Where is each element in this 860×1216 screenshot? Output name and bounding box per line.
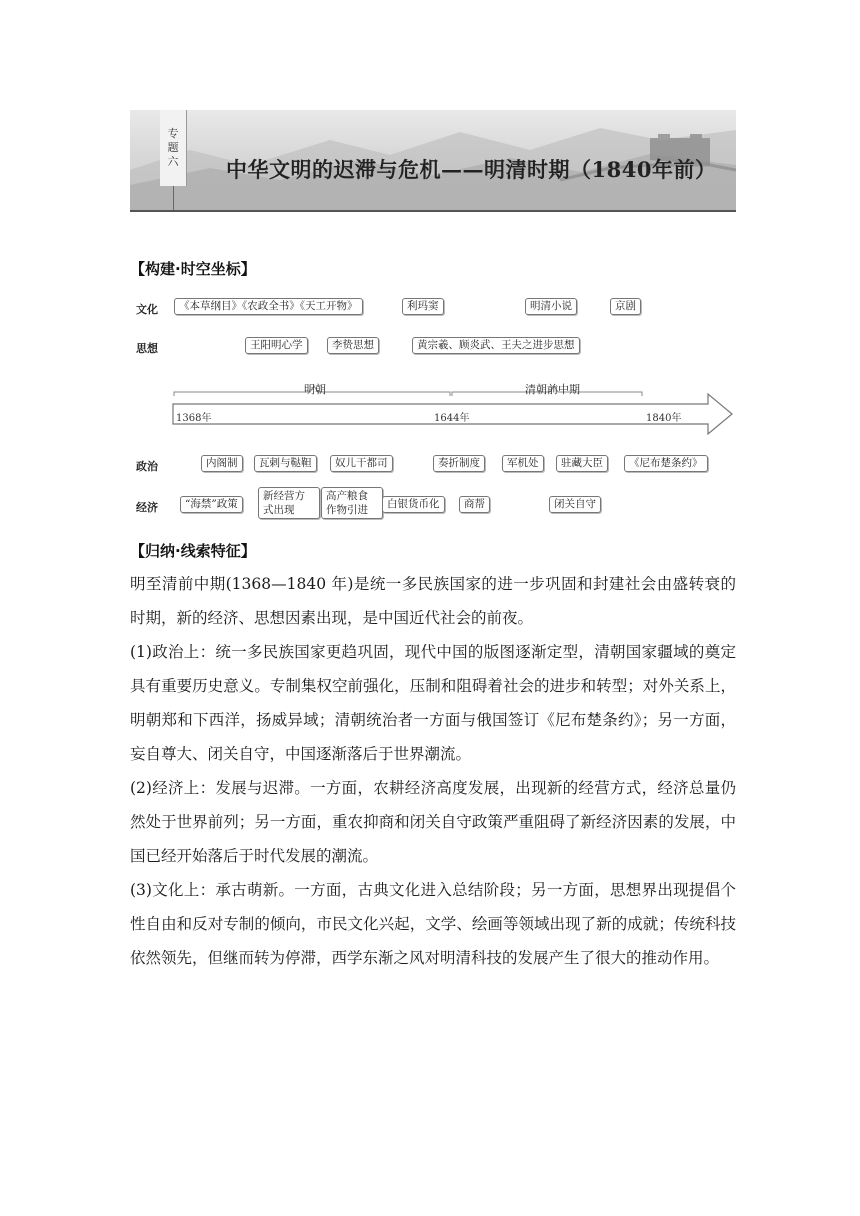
- thought-item: 李贽思想: [327, 337, 379, 354]
- year-label: 1368年: [176, 413, 212, 424]
- row-label-culture: 文化: [136, 303, 158, 316]
- chapter-tag-char: 专: [167, 127, 179, 140]
- chapter-tag-char: 六: [167, 155, 179, 168]
- thought-item: 黄宗羲、顾炎武、王夫之进步思想: [412, 337, 580, 354]
- chapter-title: 中华文明的迟滞与危机——明清时期（1840年前）: [226, 157, 717, 182]
- section-heading-timeline: 【构建·时空坐标】: [130, 260, 256, 278]
- culture-item: 京剧: [610, 298, 641, 315]
- chapter-banner: [130, 110, 736, 212]
- era-label: 明朝: [304, 383, 326, 396]
- politics-item: 奏折制度: [433, 455, 485, 472]
- row-label-politics: 政治: [136, 460, 158, 473]
- year-label: 1644年: [434, 413, 470, 424]
- economy-item: 商帮: [459, 496, 490, 513]
- row-label-thought: 思想: [136, 342, 158, 355]
- era-label: 清朝前中期: [525, 383, 580, 396]
- politics-item: 内阁制: [201, 455, 243, 472]
- thought-item: 王阳明心学: [245, 337, 308, 354]
- culture-item: 利玛窦: [402, 298, 444, 315]
- politics-item: 瓦剌与鞑靼: [254, 455, 317, 472]
- culture-item: 《本草纲目》《农政全书》《天工开物》: [174, 298, 363, 315]
- politics-item: 奴儿干都司: [330, 455, 393, 472]
- summary-text: [130, 567, 736, 975]
- paragraph-politics: (1)政治上：统一多民族国家更趋巩固，现代中国的版图逐渐定型，清朝国家疆域的奠定具有重要历史意义。专制集权空前强化，压制和阻碍着社会的进步和转型；对外关系上，明朝郑和下西洋，扬威异域；清朝统治者一方面与俄国签订《尼布楚条约》；另一方面，妄自尊大、闭关自守，中国逐渐落后于世界潮流。: [130, 643, 736, 763]
- paragraph-intro: 明至清前中期(1368—1840 年)是统一多民族国家的进一步巩固和封建社会由盛转衰的时期，新的经济、思想因素出现，是中国近代社会的前夜。: [130, 575, 736, 627]
- politics-item: 驻藏大臣: [556, 455, 608, 472]
- economy-item: 闭关自守: [549, 496, 601, 513]
- economy-item: 白银货币化: [382, 496, 445, 513]
- politics-item: 军机处: [502, 455, 544, 472]
- culture-item: 明清小说: [525, 298, 577, 315]
- paragraph-economy: (2)经济上：发展与迟滞。一方面，农耕经济高度发展，出现新的经营方式，经济总量仍然处于世界前列；另一方面，重农抑商和闭关自守政策严重阻碍了新经济因素的发展，中国已经开始落后于时代发展的潮流。: [130, 779, 736, 865]
- paragraph-culture: (3)文化上：承古萌新。一方面，古典文化进入总结阶段；另一方面，思想界出现提倡个性自由和反对专制的倾向，市民文化兴起，文学、绘画等领域出现了新的成就；传统科技依然领先，但继而转为停滞，西学东渐之风对明清科技的发展产生了很大的推动作用。: [130, 881, 736, 967]
- economy-item: “海禁”政策: [180, 496, 243, 513]
- year-label: 1840年: [646, 413, 682, 424]
- economy-item: 高产粮食作物引进: [321, 487, 383, 519]
- section-heading-features: 【归纳·线索特征】: [130, 542, 256, 560]
- tag-divider: [173, 186, 174, 210]
- chapter-tag: [160, 110, 187, 186]
- chapter-tag-char: 题: [167, 141, 179, 154]
- economy-item: 新经营方式出现: [258, 487, 320, 519]
- politics-item: 《尼布楚条约》: [624, 455, 708, 472]
- row-label-economy: 经济: [136, 501, 158, 514]
